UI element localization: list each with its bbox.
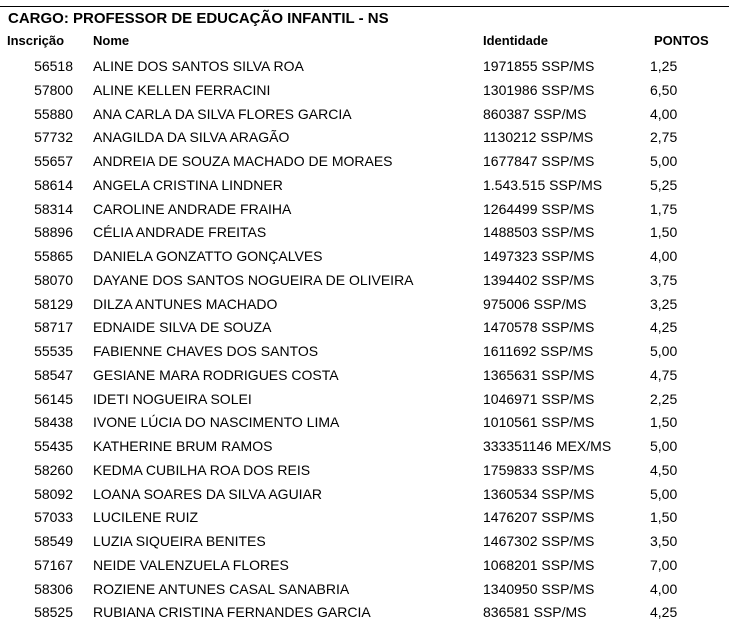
cell-nome: IDETI NOGUEIRA SOLEI — [93, 390, 252, 407]
cell-nome: ANAGILDA DA SILVA ARAGÃO — [93, 129, 290, 146]
cell-identidade: 1264499 SSP/MS — [483, 200, 595, 217]
cell-identidade: 333351146 MEX/MS — [483, 438, 612, 454]
cell-identidade: 1759833 SSP/MS — [483, 461, 595, 478]
table-row — [0, 339, 729, 363]
top-divider — [0, 6, 729, 7]
table-row — [0, 220, 729, 244]
cell-pontos: 5,00 — [650, 153, 678, 169]
cell-identidade: 1046971 SSP/MS — [483, 390, 595, 407]
cell-inscricao: 57800 — [34, 81, 73, 98]
cell-inscricao: 56518 — [34, 58, 73, 74]
column-header-pontos: PONTOS — [654, 33, 709, 48]
table-row — [0, 434, 729, 458]
cell-nome: LOANA SOARES DA SILVA AGUIAR — [93, 485, 323, 502]
cell-pontos: 1,25 — [650, 58, 678, 74]
table-row — [0, 315, 729, 339]
cell-inscricao: 58438 — [34, 414, 73, 431]
cell-pontos: 4,50 — [650, 461, 678, 478]
cell-nome: ANDREIA DE SOUZA MACHADO DE MORAES — [93, 153, 393, 169]
cell-nome: ALINE KELLEN FERRACINI — [93, 81, 271, 98]
cell-identidade: 1497323 SSP/MS — [483, 248, 595, 264]
cell-inscricao: 58129 — [34, 295, 73, 312]
cell-pontos: 5,00 — [650, 438, 678, 454]
cell-identidade: 836581 SSP/MS — [483, 604, 587, 621]
cell-inscricao: 55880 — [34, 105, 73, 122]
cell-pontos: 4,25 — [650, 604, 678, 621]
cell-pontos: 3,75 — [650, 271, 678, 288]
cell-nome: KATHERINE BRUM RAMOS — [93, 438, 273, 454]
cell-inscricao: 58092 — [34, 485, 73, 502]
cell-inscricao: 58260 — [34, 461, 73, 478]
cell-inscricao: 58549 — [34, 533, 73, 549]
column-header-inscricao: Inscrição — [7, 33, 65, 48]
table-row — [0, 505, 729, 529]
cell-nome: NEIDE VALENZUELA FLORES — [93, 556, 289, 573]
cell-nome: ANGELA CRISTINA LINDNER — [93, 176, 283, 193]
cell-pontos: 1,50 — [650, 224, 678, 241]
cell-inscricao: 58525 — [34, 604, 73, 621]
cell-inscricao: 58547 — [34, 366, 73, 383]
cell-nome: GESIANE MARA RODRIGUES COSTA — [93, 366, 339, 383]
cell-pontos: 5,25 — [650, 176, 678, 193]
table-row — [0, 529, 729, 553]
cell-inscricao: 57167 — [34, 556, 73, 573]
cell-identidade: 1476207 SSP/MS — [483, 509, 595, 526]
cell-nome: ROZIENE ANTUNES CASAL SANABRIA — [93, 580, 350, 597]
cell-inscricao: 55535 — [34, 343, 73, 359]
cell-inscricao: 58306 — [34, 580, 73, 597]
cell-nome: ALINE DOS SANTOS SILVA ROA — [93, 58, 304, 74]
table-header — [0, 31, 729, 51]
cell-identidade: 860387 SSP/MS — [483, 105, 587, 122]
table-row — [0, 149, 729, 173]
table-row — [0, 482, 729, 506]
cell-pontos: 4,00 — [650, 105, 678, 122]
cell-identidade: 1130212 SSP/MS — [483, 129, 594, 146]
cell-pontos: 3,50 — [650, 533, 678, 549]
cell-identidade: 1068201 SSP/MS — [483, 556, 595, 573]
cell-pontos: 4,25 — [650, 319, 678, 336]
cell-inscricao: 55657 — [34, 153, 73, 169]
cell-nome: KEDMA CUBILHA ROA DOS REIS — [93, 461, 311, 478]
cell-identidade: 1365631 SSP/MS — [483, 366, 595, 383]
cell-pontos: 6,50 — [650, 81, 678, 98]
cell-pontos: 3,25 — [650, 295, 678, 312]
table-row — [0, 600, 729, 624]
cell-inscricao: 58896 — [34, 224, 73, 241]
cell-identidade: 1301986 SSP/MS — [483, 81, 595, 98]
cell-identidade: 1394402 SSP/MS — [483, 271, 595, 288]
cell-identidade: 1360534 SSP/MS — [483, 485, 595, 502]
cell-nome: DANIELA GONZATTO GONÇALVES — [93, 248, 323, 264]
table-row — [0, 125, 729, 149]
table-row — [0, 197, 729, 221]
cell-nome: ANA CARLA DA SILVA FLORES GARCIA — [93, 105, 352, 122]
cell-pontos: 2,75 — [650, 129, 678, 146]
column-header-identidade: Identidade — [483, 33, 549, 48]
cell-nome: CAROLINE ANDRADE FRAIHA — [93, 200, 292, 217]
cell-pontos: 5,00 — [650, 485, 678, 502]
cell-inscricao: 57732 — [34, 129, 73, 146]
cell-identidade: 1611692 SSP/MS — [483, 343, 594, 359]
cell-nome: CÉLIA ANDRADE FREITAS — [93, 224, 267, 241]
cell-inscricao: 55865 — [34, 248, 73, 264]
table-row — [0, 553, 729, 577]
cell-identidade: 1010561 SSP/MS — [483, 414, 595, 431]
page-title: CARGO: PROFESSOR DE EDUCAÇÃO INFANTIL - NS — [8, 10, 389, 27]
cell-pontos: 2,25 — [650, 390, 678, 407]
cell-nome: LUZIA SIQUEIRA BENITES — [93, 533, 266, 549]
table-row — [0, 410, 729, 434]
cell-identidade: 975006 SSP/MS — [483, 295, 587, 312]
cell-pontos: 4,75 — [650, 366, 678, 383]
cell-nome: FABIENNE CHAVES DOS SANTOS — [93, 343, 319, 359]
cell-identidade: 1488503 SSP/MS — [483, 224, 595, 241]
table-row — [0, 268, 729, 292]
cell-inscricao: 58717 — [34, 319, 73, 336]
cell-nome: LUCILENE RUIZ — [93, 509, 199, 526]
cell-inscricao: 57033 — [34, 509, 73, 526]
table-body — [0, 54, 729, 624]
cell-inscricao: 58070 — [34, 271, 73, 288]
cell-nome: DILZA ANTUNES MACHADO — [93, 295, 278, 312]
cell-pontos: 5,00 — [650, 343, 678, 359]
table-row — [0, 577, 729, 601]
cell-identidade: 1467302 SSP/MS — [483, 533, 595, 549]
table-row — [0, 363, 729, 387]
table-row — [0, 54, 729, 78]
table-row — [0, 292, 729, 316]
cell-inscricao: 55435 — [34, 438, 73, 454]
cell-identidade: 1.543.515 SSP/MS — [483, 176, 603, 193]
cell-pontos: 4,00 — [650, 248, 678, 264]
cell-inscricao: 56145 — [34, 390, 73, 407]
cell-nome: DAYANE DOS SANTOS NOGUEIRA DE OLIVEIRA — [93, 271, 414, 288]
cell-pontos: 7,00 — [650, 556, 678, 573]
table-row — [0, 78, 729, 102]
cell-inscricao: 58314 — [34, 200, 73, 217]
cell-pontos: 1,50 — [650, 414, 678, 431]
table-row — [0, 244, 729, 268]
cell-pontos: 1,75 — [650, 200, 678, 217]
column-header-nome: Nome — [93, 33, 130, 48]
cell-identidade: 1340950 SSP/MS — [483, 580, 595, 597]
cell-nome: RUBIANA CRISTINA FERNANDES GARCIA — [93, 604, 371, 621]
cell-identidade: 1470578 SSP/MS — [483, 319, 595, 336]
table-row — [0, 458, 729, 482]
cell-pontos: 4,00 — [650, 580, 678, 597]
cell-nome: IVONE LÚCIA DO NASCIMENTO LIMA — [93, 414, 340, 431]
cell-identidade: 1677847 SSP/MS — [483, 153, 595, 169]
cell-nome: EDNAIDE SILVA DE SOUZA — [93, 319, 272, 336]
cell-pontos: 1,50 — [650, 509, 678, 526]
table-row — [0, 102, 729, 126]
cell-identidade: 1971855 SSP/MS — [483, 58, 595, 74]
table-row — [0, 387, 729, 411]
table-row — [0, 173, 729, 197]
cell-inscricao: 58614 — [34, 176, 73, 193]
